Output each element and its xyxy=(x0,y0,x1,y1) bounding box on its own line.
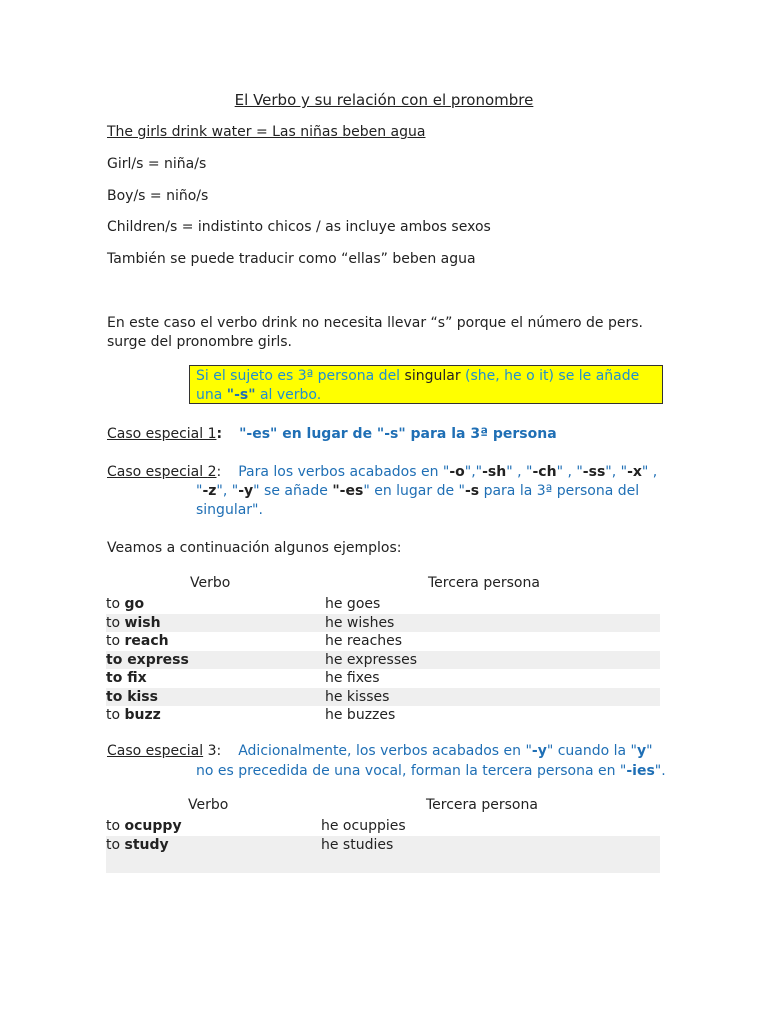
letter-y: y xyxy=(637,743,647,759)
case-number: 3 xyxy=(203,743,217,759)
special-case-1 xyxy=(107,426,557,442)
case-text: " , " xyxy=(556,464,583,480)
verb-base: kiss xyxy=(127,688,158,705)
verb-base: reach xyxy=(124,633,169,649)
table-row xyxy=(106,651,660,670)
case-colon: : xyxy=(216,743,222,759)
vocab-boys: Boy/s = niño/s xyxy=(107,188,209,204)
rule-text: Si el sujeto es 3ª persona del xyxy=(196,368,405,384)
special-case-2-line-2 xyxy=(196,483,639,499)
rule-text: una xyxy=(196,387,227,403)
suffix-ss: -ss xyxy=(582,464,606,480)
case-text: "-es" en lugar de "-s" para la 3ª persona xyxy=(239,426,557,442)
verb-base: buzz xyxy=(124,707,161,723)
verb-to: to xyxy=(106,836,125,853)
suffix-ch: -ch xyxy=(532,464,557,480)
third-person-cell: he fixes xyxy=(325,670,380,686)
suffix-ies: -ies xyxy=(626,763,655,779)
third-person-cell: he kisses xyxy=(325,688,390,705)
third-person-cell: he expresses xyxy=(325,651,418,668)
third-person-cell: he wishes xyxy=(325,614,395,631)
case-text: Adicionalmente, los verbos acabados en " xyxy=(238,743,532,759)
case-text: " en lugar de " xyxy=(363,483,465,499)
third-person-cell: he buzzes xyxy=(325,707,396,723)
case-text: " cuando la " xyxy=(546,743,638,759)
verb-base: study xyxy=(124,836,169,853)
table-row xyxy=(106,669,660,688)
header-tercera-persona: Tercera persona xyxy=(426,797,538,813)
verb-to: to xyxy=(106,707,125,723)
rule-suffix: "-s" xyxy=(226,387,256,403)
special-case-2-line-1 xyxy=(107,464,657,480)
case-text: " xyxy=(646,743,653,759)
special-case-3-line-2 xyxy=(196,763,666,779)
verb-base: wish xyxy=(124,614,161,631)
third-person-cell: he reaches xyxy=(325,633,403,649)
verb-cell xyxy=(106,632,169,650)
explanation-line-1: En este caso el verbo drink no necesita llevar “s” porque el número de pers. xyxy=(107,315,643,331)
suffix-x: -x xyxy=(627,464,642,480)
case-text: ", " xyxy=(605,464,628,480)
case-label: Caso especial xyxy=(107,464,208,480)
verb-cell xyxy=(106,669,147,687)
suffix-s: -s xyxy=(464,483,480,499)
rule-singular: singular xyxy=(404,368,461,384)
table-row xyxy=(106,632,660,651)
case-text: no es precedida de una vocal, forman la tercera persona en " xyxy=(196,763,627,779)
examples-intro: Veamos a continuación algunos ejemplos: xyxy=(107,540,402,556)
third-person-cell: he ocuppies xyxy=(321,818,406,834)
case-text: " xyxy=(196,483,203,499)
vocab-girls: Girl/s = niña/s xyxy=(107,156,207,172)
table-row xyxy=(106,817,660,836)
verb-cell xyxy=(106,595,144,613)
examples-table-1 xyxy=(106,575,660,725)
header-verbo: Verbo xyxy=(190,575,231,591)
case-text: "," xyxy=(464,464,483,480)
verb-cell xyxy=(106,817,182,835)
verb-to: to xyxy=(106,596,125,612)
verb-cell xyxy=(106,836,169,854)
header-tercera-persona: Tercera persona xyxy=(428,575,540,591)
verb-to: to xyxy=(106,614,125,631)
verb-cell xyxy=(106,688,158,706)
third-person-cell: he studies xyxy=(321,836,394,853)
verb-base: ocuppy xyxy=(124,818,182,834)
table-empty-row xyxy=(106,854,660,873)
suffix-o: -o xyxy=(449,464,465,480)
explanation-line-2: surge del pronombre girls. xyxy=(107,334,293,350)
verb-cell xyxy=(106,651,189,669)
suffix-y: -y xyxy=(531,743,547,759)
rule-line-1 xyxy=(196,367,656,386)
case-text: Para los verbos acabados en " xyxy=(238,464,450,480)
suffix-sh: -sh xyxy=(482,464,507,480)
verb-to: to xyxy=(106,633,125,649)
verb-to: to xyxy=(106,651,128,668)
examples-table-2 xyxy=(106,797,660,873)
table-header xyxy=(106,797,660,817)
rule-highlight-box xyxy=(189,365,663,404)
table-row xyxy=(106,688,660,707)
verb-cell xyxy=(106,614,161,632)
case-colon: : xyxy=(216,426,223,442)
suffix-es: "-es xyxy=(332,483,364,499)
verb-cell xyxy=(106,706,161,724)
table-row xyxy=(106,836,660,855)
case-number: 2 xyxy=(207,464,217,480)
rule-line-2 xyxy=(196,386,656,405)
special-case-2-line-3: singular". xyxy=(196,502,263,518)
third-person-cell: he goes xyxy=(325,596,381,612)
case-label: Caso especial xyxy=(107,743,204,759)
case-label: Caso especial 1 xyxy=(107,426,217,442)
header-verbo: Verbo xyxy=(188,797,229,813)
special-case-3-line-1 xyxy=(107,743,653,759)
verb-to: to xyxy=(106,818,125,834)
suffix-y: -y xyxy=(238,483,254,499)
translation-note: También se puede traducir como “ellas” beben agua xyxy=(107,251,476,267)
case-text: ". xyxy=(654,763,666,779)
case-text: ", " xyxy=(216,483,239,499)
rule-text: al verbo. xyxy=(255,387,322,403)
case-text: " , " xyxy=(506,464,533,480)
suffix-z: -z xyxy=(202,483,217,499)
verb-to: to xyxy=(106,670,128,686)
table-row xyxy=(106,614,660,633)
example-sentence: The girls drink water = Las niñas beben agua xyxy=(107,124,426,140)
document-title: El Verbo y su relación con el pronombre xyxy=(234,91,534,109)
case-colon: : xyxy=(216,464,222,480)
table-header xyxy=(106,575,660,595)
vocab-children: Children/s = indistinto chicos / as incluye ambos sexos xyxy=(107,219,491,235)
case-text: para la 3ª persona del xyxy=(479,483,640,499)
verb-to: to xyxy=(106,688,128,705)
verb-base: express xyxy=(127,651,189,668)
verb-base: fix xyxy=(127,670,147,686)
rule-text: (she, he o it) se le añade xyxy=(460,368,640,384)
case-text: " , xyxy=(641,464,658,480)
verb-base: go xyxy=(124,596,145,612)
table-row xyxy=(106,706,660,725)
case-text: " se añade xyxy=(253,483,333,499)
table-row xyxy=(106,595,660,614)
